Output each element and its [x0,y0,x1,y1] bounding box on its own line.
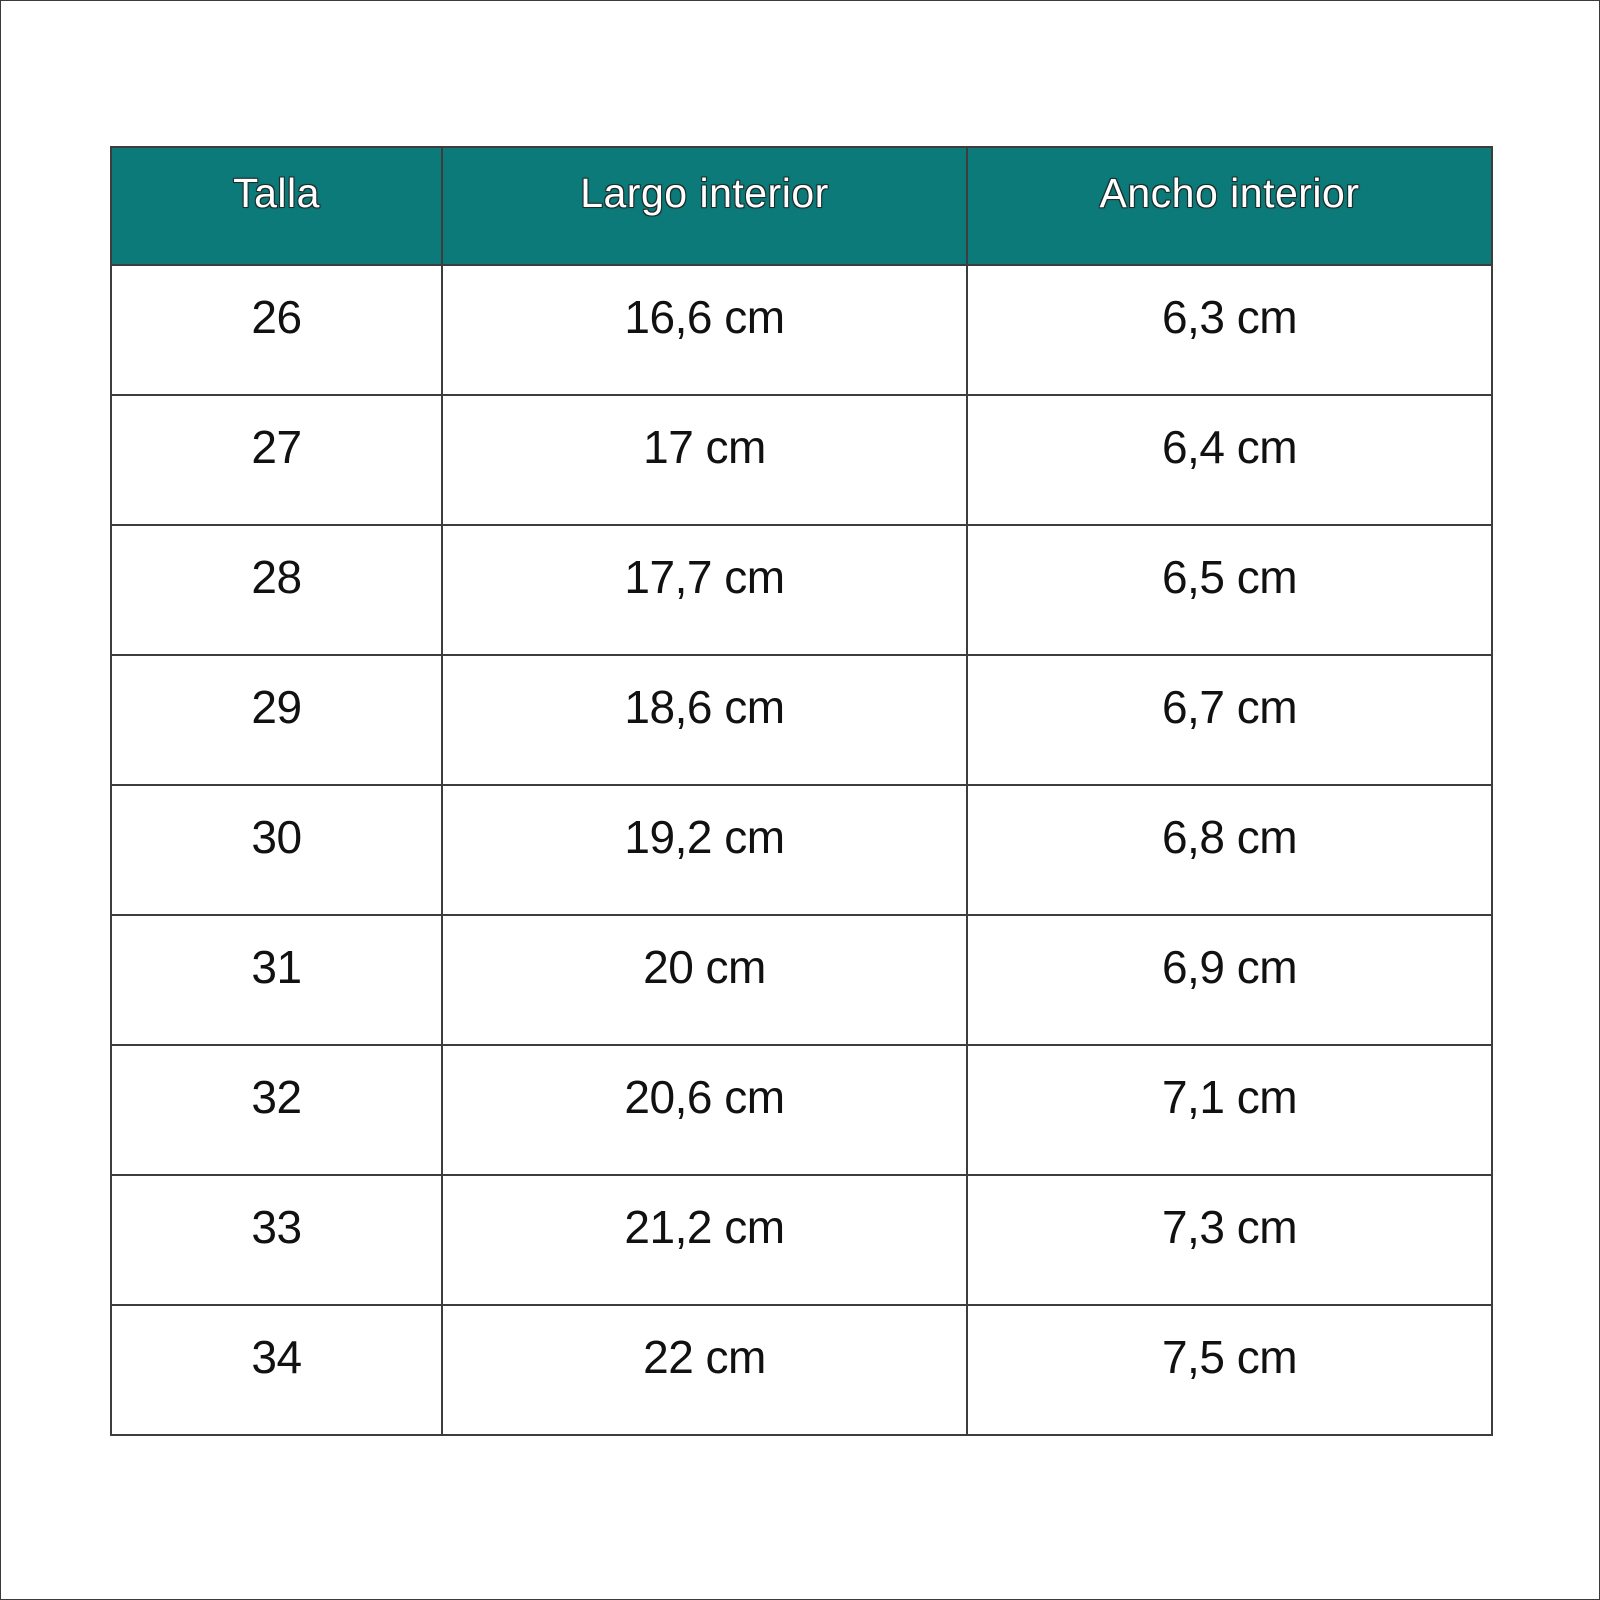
table-row [111,525,1492,655]
cell-largo-interior: 17,7 cm [442,525,967,655]
cell-ancho-interior: 6,4 cm [967,395,1492,525]
cell-ancho-interior: 7,5 cm [967,1305,1492,1435]
cell-largo-interior: 21,2 cm [442,1175,967,1305]
table-row [111,1175,1492,1305]
cell-largo-interior: 22 cm [442,1305,967,1435]
table-row [111,395,1492,525]
header-row [111,147,1492,265]
cell-talla: 26 [111,265,442,395]
header-largo-interior: Largo interior [442,147,967,265]
table-row [111,1045,1492,1175]
cell-largo-interior: 18,6 cm [442,655,967,785]
cell-largo-interior: 16,6 cm [442,265,967,395]
cell-talla: 31 [111,915,442,1045]
header-talla: Talla [111,147,442,265]
table-row [111,265,1492,395]
cell-ancho-interior: 6,8 cm [967,785,1492,915]
cell-largo-interior: 17 cm [442,395,967,525]
cell-ancho-interior: 6,5 cm [967,525,1492,655]
table-row [111,785,1492,915]
table-row [111,655,1492,785]
cell-talla: 27 [111,395,442,525]
table-row [111,1305,1492,1435]
table-body [111,265,1492,1435]
cell-talla: 34 [111,1305,442,1435]
cell-ancho-interior: 6,9 cm [967,915,1492,1045]
cell-talla: 28 [111,525,442,655]
cell-ancho-interior: 6,7 cm [967,655,1492,785]
cell-ancho-interior: 7,3 cm [967,1175,1492,1305]
cell-ancho-interior: 7,1 cm [967,1045,1492,1175]
cell-talla: 29 [111,655,442,785]
cell-largo-interior: 20 cm [442,915,967,1045]
cell-talla: 32 [111,1045,442,1175]
cell-ancho-interior: 6,3 cm [967,265,1492,395]
cell-talla: 33 [111,1175,442,1305]
table-row [111,915,1492,1045]
cell-largo-interior: 20,6 cm [442,1045,967,1175]
header-ancho-interior: Ancho interior [967,147,1492,265]
cell-largo-interior: 19,2 cm [442,785,967,915]
cell-talla: 30 [111,785,442,915]
size-table [110,146,1493,1436]
table-header [111,147,1492,265]
